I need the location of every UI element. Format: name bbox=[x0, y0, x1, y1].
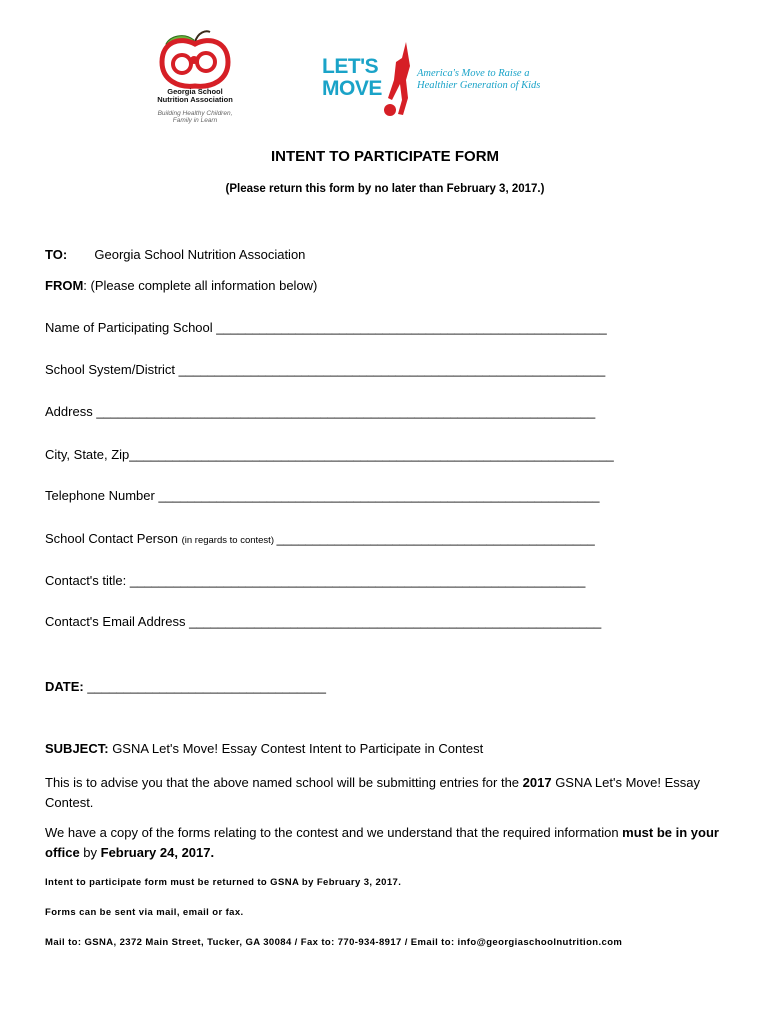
field-blank[interactable]: ___________________________________________________________________ bbox=[129, 447, 614, 462]
paragraph-requirements: We have a copy of the forms relating to the contest and we understand that the required information must be in your office by February 24, 2017. bbox=[45, 825, 719, 860]
field-date[interactable] bbox=[45, 679, 326, 694]
field-blank[interactable]: _____________________________________________________________________ bbox=[96, 404, 596, 419]
gsna-name: Georgia School Nutrition Association bbox=[157, 87, 233, 104]
to-value: Georgia School Nutrition Association bbox=[94, 247, 306, 262]
date-blank[interactable]: _________________________________ bbox=[87, 679, 326, 694]
field-note: (in regards to contest) bbox=[181, 535, 277, 546]
field-blank[interactable]: _______________________________________________________________ bbox=[129, 573, 586, 588]
field-school-name[interactable] bbox=[45, 320, 607, 335]
field-blank[interactable]: _________________________________________________________ bbox=[189, 614, 602, 629]
field-blank[interactable]: ____________________________________________ bbox=[276, 531, 595, 546]
note-send-methods: Forms can be sent via mail, email or fax. bbox=[45, 907, 244, 918]
subject-label: SUBJECT: bbox=[45, 741, 109, 756]
field-label: Contact's title: bbox=[45, 573, 130, 588]
date-label: DATE: bbox=[45, 679, 88, 694]
running-figure-icon bbox=[376, 40, 416, 120]
field-district[interactable] bbox=[45, 362, 605, 377]
field-contact-email[interactable] bbox=[45, 614, 601, 629]
note-contact-info: Mail to: GSNA, 2372 Main Street, Tucker, GA 30084 / Fax to: 770-934-8917 / Email to: info@georgiaschoolnutrition.com bbox=[45, 937, 623, 948]
field-label: School System/District bbox=[45, 362, 179, 377]
lets-move-word2: MOVE bbox=[322, 77, 382, 100]
lets-move-tagline: America's Move to Raise a Healthier Generation of Kids bbox=[417, 68, 541, 91]
field-label: City, State, Zip bbox=[45, 447, 130, 462]
subject-line bbox=[45, 741, 483, 756]
subject-value: GSNA Let's Move! Essay Contest Intent to Participate in Contest bbox=[108, 741, 484, 756]
field-telephone[interactable] bbox=[45, 488, 600, 503]
field-label: Contact's Email Address bbox=[45, 614, 190, 629]
note-return-deadline: Intent to participate form must be returned to GSNA by February 3, 2017. bbox=[45, 877, 402, 888]
from-value: : (Please complete all information below) bbox=[83, 278, 318, 293]
field-label: Name of Participating School bbox=[45, 320, 217, 335]
field-contact-title[interactable] bbox=[45, 573, 585, 588]
lets-move-logo bbox=[320, 38, 550, 118]
field-blank[interactable]: ______________________________________________________ bbox=[216, 320, 607, 335]
lets-move-word1: LET'S bbox=[322, 55, 379, 78]
form-subtitle: (Please return this form by no later than February 3, 2017.) bbox=[225, 183, 545, 195]
field-blank[interactable]: ___________________________________________________________ bbox=[178, 362, 606, 377]
field-label: Telephone Number bbox=[45, 488, 159, 503]
to-line bbox=[45, 247, 305, 262]
from-label: FROM bbox=[45, 278, 84, 293]
form-title: INTENT TO PARTICIPATE FORM bbox=[270, 148, 500, 165]
field-label: Address bbox=[45, 404, 97, 419]
field-city-state-zip[interactable] bbox=[45, 447, 614, 462]
from-line bbox=[45, 278, 317, 293]
field-address[interactable] bbox=[45, 404, 595, 419]
to-label: TO: bbox=[45, 247, 68, 262]
paragraph-advise: This is to advise you that the above named school will be submitting entries for the 2017 GSNA Let's Move! Essay Contest. bbox=[45, 775, 701, 810]
field-blank[interactable]: _____________________________________________________________ bbox=[158, 488, 600, 503]
field-contact-person[interactable] bbox=[45, 531, 595, 546]
gsna-logo bbox=[140, 30, 250, 130]
field-label: School Contact Person bbox=[45, 531, 182, 546]
apple-icon bbox=[140, 30, 250, 90]
gsna-tagline: Building Healthy Children, Family in Learn bbox=[157, 110, 233, 124]
